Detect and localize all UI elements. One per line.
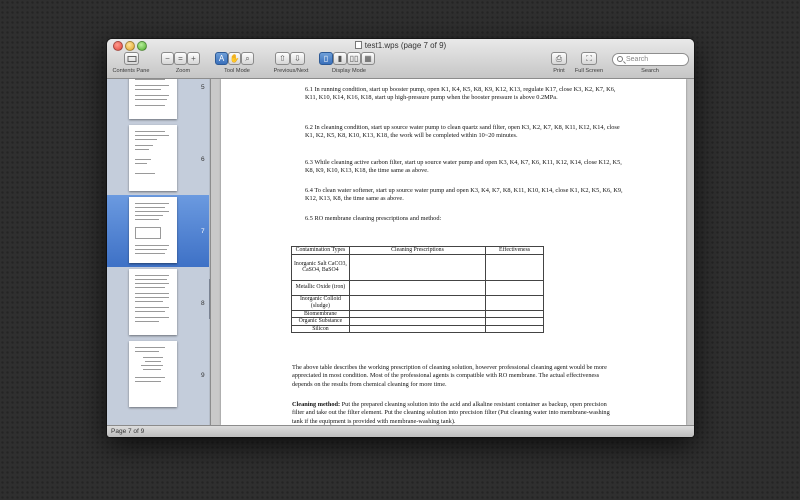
page-thumbnail (129, 269, 177, 335)
two-pages-continuous-button[interactable] (361, 52, 375, 65)
cleaning-method-text: Put the prepared cleaning solution into the acid and alkaline resistant container as backup, open precision filter and take out the filter element. Put the cleaning solution into precision filter (Put cleaning water into membrane-washing tank if the equipment is provided with membrane-washing tank). (292, 401, 610, 425)
continuous-button[interactable] (333, 52, 347, 65)
status-bar (107, 425, 694, 437)
previous-next-label: Previous/Next (273, 68, 309, 74)
text-tool-button[interactable] (215, 52, 228, 65)
zoom-fit-button[interactable] (174, 52, 187, 65)
table-row (292, 310, 544, 318)
page-thumbnail (129, 79, 177, 119)
table-cell: Metallic Oxide (iron) (292, 280, 350, 295)
full-screen-label: Full Screen (574, 68, 604, 74)
zoom-in-button[interactable] (187, 52, 200, 65)
paragraph-6-1: 6.1 In running condition, start up booster pump, open K1, K4, K5, K8, K9, K12, K13, regulate K17, close K3, K2, K7, K6, K11, K10, K14, K16, K18, start up high-pressure pump when the booster pressure is above 0.2MPa. (305, 86, 616, 102)
thumbnail-sidebar (107, 79, 211, 425)
document-view (212, 79, 694, 425)
page-indicator: Page 7 of 9 (111, 428, 145, 435)
cleaning-table (291, 246, 544, 333)
printer-icon: ⎙ (555, 53, 563, 63)
paragraph-6-3: 6.3 While cleaning active carbon filter, start up source water pump and open K3, K4, K7, K6, K11, K12, K14, close K12, K5, K8, K9, K10, K13, K18, the time same as above. (305, 159, 622, 175)
text-cursor-icon: A (218, 53, 225, 63)
single-page-button[interactable] (319, 52, 333, 65)
move-tool-button[interactable] (228, 52, 241, 65)
paragraph-6-4: 6.4 To clean water softener, start up source water pump and open K3, K4, K7, K8, K11, K10, K14, close K1, K2, K5, K6, K9, K12, K13, K8, the time same as above. (305, 187, 623, 203)
thumbnail-page-6[interactable] (107, 123, 211, 195)
two-pages-button[interactable] (347, 52, 361, 65)
zoom-label: Zoom (175, 68, 191, 74)
full-screen-button[interactable] (581, 52, 597, 65)
search-label: Search (641, 68, 659, 74)
down-arrow-icon: ⇩ (294, 53, 301, 63)
title-toolbar (107, 39, 694, 79)
contents-pane-button[interactable] (124, 52, 139, 65)
print-button[interactable] (551, 52, 567, 65)
zoom-out-button[interactable] (161, 52, 174, 65)
table-row (292, 295, 544, 310)
zoom-tool-button[interactable] (241, 52, 254, 65)
table-row (292, 280, 544, 295)
search-input[interactable]: Search (612, 53, 689, 66)
contents-pane-label: Contents Pane (112, 68, 150, 74)
table-cell: Silicon (292, 325, 350, 333)
document-icon (355, 41, 362, 49)
magnifier-icon: ⌕ (245, 53, 250, 63)
page-thumbnail (129, 197, 177, 263)
continuous-icon: ▮ (337, 53, 343, 63)
preview-window (107, 39, 694, 437)
table-cell: Inorganic Colloid (sludge) (292, 295, 350, 310)
equals-icon: = (178, 53, 183, 63)
thumbnail-number: 5 (201, 84, 205, 91)
thumbnail-number: 8 (201, 300, 205, 307)
search-icon (617, 56, 623, 62)
two-pages-icon: ▯▯ (349, 53, 359, 63)
plus-icon: + (191, 53, 196, 63)
page-thumbnail (129, 341, 177, 407)
table-cell: Organic Substance (292, 318, 350, 326)
table-cell: Inorganic Salt CaCO3, CaSO4, BaSO4 (292, 254, 350, 280)
thumbnail-page-7[interactable] (107, 195, 211, 267)
display-mode-label: Display Mode (332, 68, 366, 74)
table-cell: Biomembrane (292, 310, 350, 318)
grid-icon: ▦ (364, 53, 372, 63)
table-header-cell: Cleaning Prescriptions (349, 247, 485, 255)
previous-page-button[interactable] (275, 52, 290, 65)
up-arrow-icon: ⇧ (279, 53, 286, 63)
hand-icon: ✋ (229, 53, 240, 63)
minus-icon: − (165, 53, 170, 63)
sidebar-icon (127, 56, 136, 62)
document-page (221, 79, 686, 425)
thumbnail-page-9[interactable] (107, 339, 211, 411)
thumbnail-number: 9 (201, 372, 205, 379)
table-header-cell: Contamination Types (292, 247, 350, 255)
tool-mode-label: Tool Mode (224, 68, 250, 74)
thumbnail-number: 6 (201, 156, 205, 163)
paragraph-6-5: 6.5 RO membrane cleaning prescriptions and method: (305, 215, 442, 222)
next-page-button[interactable] (290, 52, 305, 65)
table-header-cell: Effectiveness (486, 247, 544, 255)
paragraph-6-2: 6.2 In cleaning condition, start up source water pump to clean quartz sand filter, open K3, K2, K7, K8, K11, K12, K14, close K1, K2, K5, K8, K10, K13, K18, the work will be completed within 10~20 minutes. (305, 124, 620, 140)
thumbnail-page-8[interactable] (107, 267, 211, 339)
thumbnail-number: 7 (201, 228, 205, 235)
table-header-row (292, 247, 544, 255)
table-row (292, 318, 544, 326)
print-label: Print (553, 68, 565, 74)
full-screen-icon: ⛶ (586, 53, 592, 63)
paragraph-cleaning-method (292, 401, 615, 425)
sidebar-scrollbar[interactable] (209, 79, 211, 425)
thumbnail-page-5[interactable] (107, 79, 211, 123)
cleaning-method-label: Cleaning method: (292, 401, 341, 408)
page-thumbnail (129, 125, 177, 191)
window-title: test1.wps (page 7 of 9) (107, 41, 694, 50)
table-row (292, 325, 544, 333)
sidebar-scroll-thumb[interactable] (209, 279, 211, 319)
single-page-icon: ▯ (323, 53, 329, 63)
paragraph-after-table: The above table describes the working prescription of cleaning solution, however professional cleaning agent would be more appreciated in most condition. Most of the professional agents is compatible with RO membrane. The actual effectiveness depends on the results from chemical cleaning for more time. (292, 364, 607, 388)
table-row (292, 254, 544, 280)
